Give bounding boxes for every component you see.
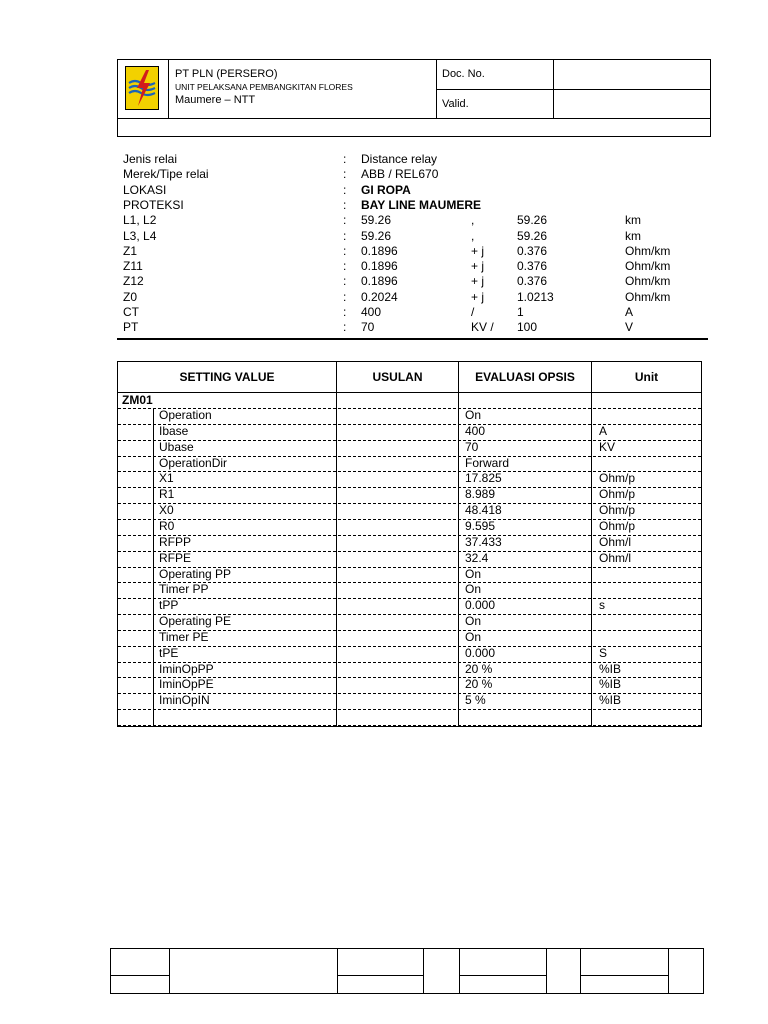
info-v1: 0.1896 [361,243,398,258]
column-header-unit: Unit [634,370,659,384]
row-divider [118,725,701,726]
setting-value: 17.825 [465,471,502,486]
setting-value: 48.418 [465,503,502,518]
header-divider [168,60,169,118]
footer-divider [580,949,581,993]
setting-unit: Ohm/p [599,487,636,502]
info-op: / [471,305,475,319]
info-v2: 59.26 [517,228,548,243]
column-header-evaluasi: EVALUASI OPSIS [475,370,575,384]
info-unit: V [625,320,634,335]
column-divider [458,362,459,726]
info-v1: 0.2024 [361,289,398,304]
info-op: + j [471,274,485,289]
header-divider [118,118,710,119]
company-block [175,68,353,107]
column-header-setting: SETTING VALUE [179,370,275,384]
settings-table [117,361,702,727]
setting-value: 37.433 [465,534,502,549]
info-label: Z1 [123,243,138,258]
setting-unit: A [599,423,608,438]
info-sep: : [343,243,347,258]
setting-value: 0.000 [465,598,496,613]
info-op: + j [471,289,485,304]
info-v2: 1.0213 [517,289,554,304]
footer-divider [459,975,546,976]
info-op: , [471,213,475,228]
info-v1: Distance relay [361,152,438,166]
setting-value: 32.4 [465,550,489,565]
info-v1: GI ROPA [361,182,411,197]
section-rule [117,338,708,340]
info-unit: Ohm/km [625,259,671,274]
setting-unit: Ohm/l [599,534,632,549]
info-label: Z11 [123,259,143,274]
setting-value: On [465,629,482,644]
info-sep: : [343,197,347,212]
setting-unit: Ohm/p [599,471,636,486]
info-sep: : [343,228,347,243]
setting-value: 5 % [465,693,486,708]
valid-label: Valid. [442,98,469,110]
info-v2: 0.376 [517,243,548,258]
info-label: CT [123,305,139,319]
setting-name: RFPP [159,534,192,549]
info-v2: 1 [517,305,524,319]
info-v2: 0.376 [517,274,548,289]
setting-unit: %IB [599,661,622,676]
info-v1: 70 [361,320,375,335]
column-divider [336,362,337,726]
info-sep: : [343,182,347,197]
info-v2: 0.376 [517,259,548,274]
document-footer [110,948,704,994]
footer-divider [337,949,338,993]
document-header [117,59,711,137]
setting-name: Timer PE [159,629,209,644]
setting-name: Timer PP [159,582,209,597]
info-unit: Ohm/km [625,243,671,258]
info-v1: ABB / REL670 [361,167,439,182]
setting-unit: %IB [599,677,622,692]
info-v2: 100 [517,320,538,335]
setting-unit: %IB [599,693,622,708]
info-label: Jenis relai [123,152,178,166]
info-label: Merek/Tipe relai [123,167,209,182]
setting-name: X1 [159,471,174,486]
info-op: , [471,228,475,243]
info-v1: 59.26 [361,213,392,228]
footer-divider [337,975,423,976]
info-sep: : [343,289,347,304]
setting-unit: s [599,598,605,613]
row-divider [118,646,701,647]
info-v1: 59.26 [361,228,392,243]
info-op: KV / [471,320,494,335]
setting-name: tPE [159,645,179,660]
setting-value: 70 [465,439,479,454]
setting-value: On [465,614,482,629]
setting-value: On [465,566,482,581]
info-unit: Ohm/km [625,289,671,304]
setting-value: 9.595 [465,518,496,533]
column-divider [591,362,592,726]
header-divider [436,89,710,90]
setting-unit: Ohm/l [599,550,632,565]
setting-unit: Ohm/p [599,518,636,533]
setting-name: Ibase [159,423,189,438]
info-v1: 400 [361,305,382,319]
setting-name: IminOpPE [159,677,214,692]
setting-value: 8.989 [465,487,496,502]
info-op: + j [471,259,485,274]
footer-divider [580,975,668,976]
footer-divider [423,949,424,993]
setting-name: tPP [159,598,179,613]
setting-value: On [465,582,482,597]
setting-name: R1 [159,487,175,502]
info-op: + j [471,243,485,258]
location-name: Maumere – NTT [175,94,256,106]
setting-value: 0.000 [465,645,496,660]
row-divider [118,598,701,599]
info-unit: Ohm/km [625,274,671,289]
setting-name: Operation [159,408,212,422]
info-v2: 59.26 [517,213,548,228]
info-label: Z0 [123,289,138,304]
setting-value: 20 % [465,661,493,676]
info-unit: km [625,228,641,243]
info-label: PROTEKSI [123,197,184,212]
info-label: L1, L2 [123,213,157,228]
footer-divider [169,949,170,993]
doc-no-label: Doc. No. [442,68,485,80]
info-label: L3, L4 [123,228,157,243]
setting-name: IminOpPP [159,661,214,676]
setting-name: OperationDir [159,455,228,470]
info-sep: : [343,167,347,182]
unit-name: UNIT PELAKSANA PEMBANGKITAN FLORES [175,82,353,92]
setting-value: Forward [465,455,510,470]
setting-value: 20 % [465,677,493,692]
info-label: PT [123,320,139,335]
info-label: Z12 [123,274,144,289]
info-v1: BAY LINE MAUMERE [361,197,482,212]
header-row-line [118,392,701,393]
setting-unit: KV [599,439,616,454]
column-header-usulan: USULAN [372,370,423,384]
setting-unit: S [599,645,608,660]
info-sep: : [343,305,347,319]
info-sep: : [343,320,347,335]
setting-value: On [465,408,482,422]
info-v1: 0.1896 [361,274,398,289]
info-v1: 0.1896 [361,259,398,274]
group-label: ZM01 [122,393,153,407]
setting-name: IminOpIN [159,693,210,708]
setting-name: R0 [159,518,175,533]
setting-name: Ubase [159,439,194,454]
setting-unit: Ohm/p [599,503,636,518]
footer-divider [459,949,460,993]
info-unit: km [625,213,641,228]
footer-divider [546,949,547,993]
info-unit: A [625,305,634,319]
footer-divider [668,949,669,993]
info-sep: : [343,274,347,289]
row-divider [118,709,701,710]
setting-name: Operating PE [159,614,232,629]
setting-value: 400 [465,423,486,438]
info-sep: : [343,152,347,166]
setting-name: RFPE [159,550,192,565]
info-sep: : [343,259,347,274]
setting-name: X0 [159,503,174,518]
setting-name: Operating PP [159,566,232,581]
pln-logo-icon [125,66,159,110]
company-name: PT PLN (PERSERO) [175,68,278,80]
footer-divider [111,975,169,976]
info-label: LOKASI [123,182,167,197]
row-divider [118,424,701,425]
info-sep: : [343,213,347,228]
